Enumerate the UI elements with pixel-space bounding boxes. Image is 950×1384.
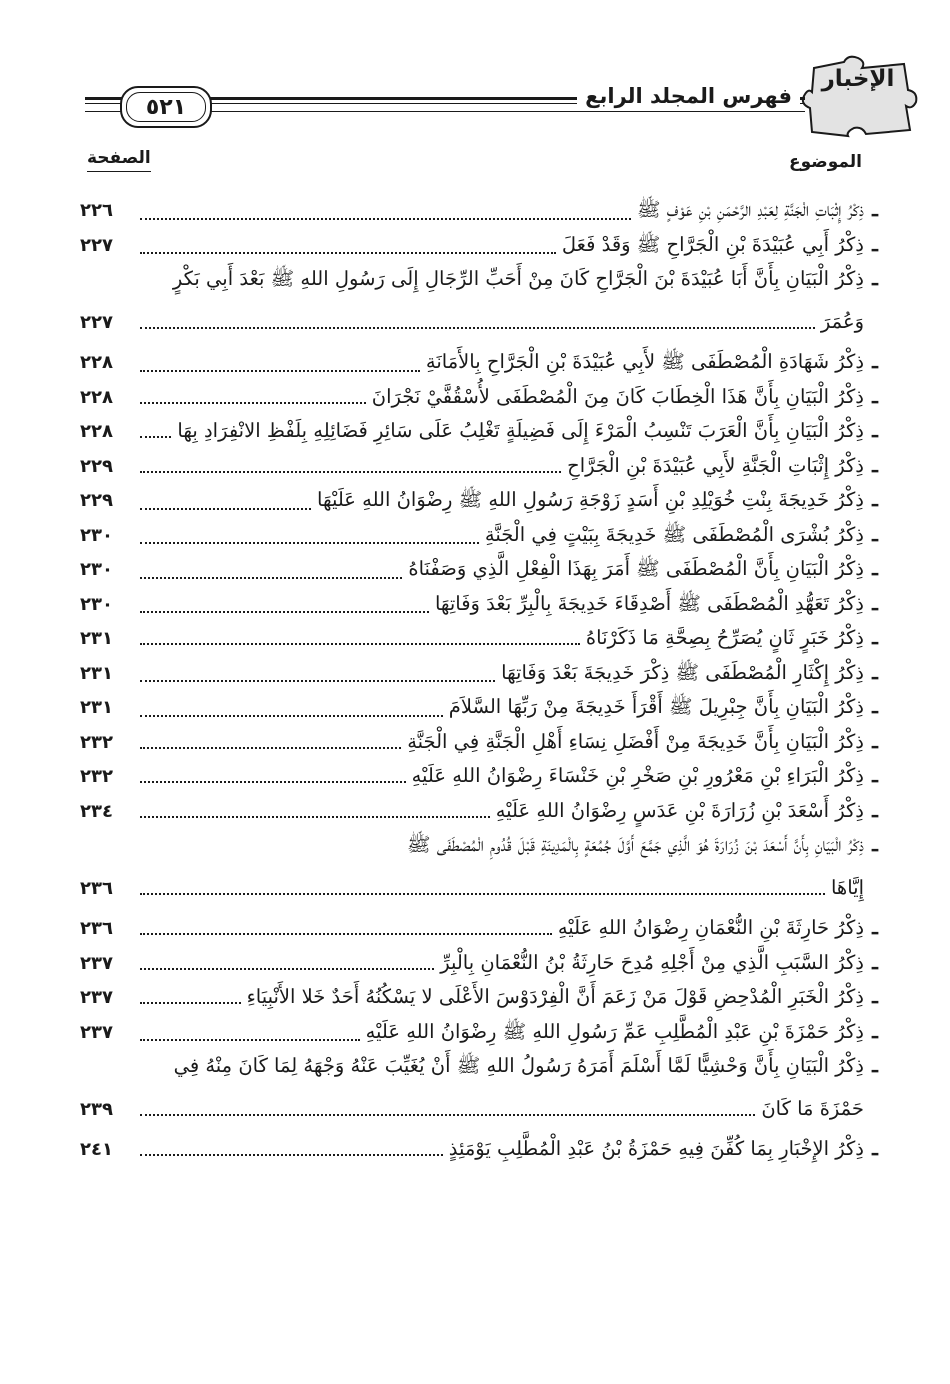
entry-bullet: ـ xyxy=(872,488,878,511)
entry-line xyxy=(80,833,886,861)
index-entry xyxy=(80,831,886,914)
entry-title: ذِكْرُ بُشْرَى الْمُصْطَفَى ﷺ خَدِيجَةَ بِبَيْتٍ فِي الْجَنَّةِ xyxy=(484,522,864,546)
entry-page-number: ٢٣٦ xyxy=(80,878,113,899)
index-entry xyxy=(80,1052,886,1135)
entry-line xyxy=(80,1054,886,1082)
entry-bullet: ـ xyxy=(872,833,878,856)
dot-leader xyxy=(140,251,556,254)
entry-page-number: ٢٣٠ xyxy=(80,524,113,546)
entry-bullet: ـ xyxy=(872,232,878,256)
entry-title: ذِكْرُ تَعَهُّدِ الْمُصْطَفَى ﷺ أَصْدِقَاءَ خَدِيجَةَ بِالْبِرِّ بَعْدَ وَفَاتِهَا xyxy=(434,591,864,615)
entry-title: ذِكْرُ أَبِي عُبَيْدَةَ بْنِ الْجَرَّاحِ ﷺ وَقَدْ فَعَلَ xyxy=(561,232,864,256)
entry-page-number: ٢٢٧ xyxy=(80,234,113,256)
entry-title: ذِكْرُ الْبَيَانِ بِأَنَّ جِبْرِيلَ ﷺ أَقْرَأَ خَدِيجَةَ مِنْ رَبِّهَا السَّلاَمَ xyxy=(448,695,864,718)
index-entry xyxy=(80,693,886,728)
entry-page-number: ٢٢٩ xyxy=(80,455,113,477)
entry-line xyxy=(80,985,886,1008)
index-entry xyxy=(80,797,886,832)
entry-title: ذِكْرُ الْبَيَانِ بِأَنَّ الْمُصْطَفَى ﷺ أَمَرَ بِهَذَا الْفِعْلِ الَّذِي وَصَفْنَاهُ xyxy=(408,557,864,580)
index-entry xyxy=(80,417,886,452)
entry-page-number: ٢٣٢ xyxy=(80,766,113,787)
index-entry xyxy=(80,348,886,383)
dot-leader xyxy=(140,892,825,895)
dot-leader xyxy=(140,610,429,613)
index-entry xyxy=(80,590,886,625)
book-label: الإخبار xyxy=(821,66,895,92)
entry-bullet: ـ xyxy=(872,453,878,477)
dot-leader xyxy=(140,1038,360,1041)
entry-page-number: ٢٢٦ xyxy=(80,200,113,221)
index-entry xyxy=(80,728,886,763)
entry-bullet: ـ xyxy=(872,1137,878,1160)
index-entry xyxy=(80,486,886,521)
entry-title: ذِكْرُ حَارِثَةَ بْنِ النُّعْمَانِ رِضْوَانُ اللهِ عَلَيْهِ xyxy=(557,916,864,939)
entry-title: ذِكْرُ الْبَيَانِ بِأَنَّ وَحْشِيًّا لَمَّا أَسْلَمَ أَمَرَهُ رَسُولُ اللهِ ﷺ أَنْ يُغَيِّبَ عَنْهُ وَجْهَهُ لِمَا كَانَ مِنْهُ فِي xyxy=(173,1054,864,1077)
dot-leader xyxy=(140,642,580,645)
entry-title: ذِكْرُ حَمْزَةَ بْنِ عَبْدِ الْمُطَّلِبِ عَمِّ رَسُولِ اللهِ ﷺ رِضْوَانُ اللهِ عَلَيْهِ xyxy=(365,1019,864,1043)
entry-page-number: ٢٣٠ xyxy=(80,559,113,580)
entry-title: ذِكْرُ السَّبَبِ الَّذِي مِنْ أَجْلِهِ مُدِحَ حَارِثَةُ بْنُ النُّعْمَانِ بِالْبِرِّ xyxy=(440,950,864,974)
entry-page-number: ٢٢٧ xyxy=(80,312,113,333)
entry-line xyxy=(80,626,886,649)
entry-page-number: ٢٣٦ xyxy=(80,918,113,939)
entry-title-continued: حَمْزَةَ مَا كَانَ xyxy=(761,1097,864,1120)
dot-leader xyxy=(140,470,561,473)
entry-line xyxy=(80,799,886,822)
index-entry xyxy=(80,1135,886,1170)
dot-leader xyxy=(140,967,434,970)
entry-page-number: ٢٢٩ xyxy=(80,490,113,511)
page-header xyxy=(0,0,950,140)
entry-title: ذِكْرُ الْبَرَاءِ بْنِ مَعْرُورِ بْنِ صَخْرِ بْنِ خَنْسَاءَ رِضْوَانُ اللهِ عَلَيْهِ xyxy=(411,764,864,787)
dot-leader xyxy=(140,1001,241,1004)
entry-bullet: ـ xyxy=(872,557,878,580)
page-number: ٥٢١ xyxy=(126,92,206,122)
entry-bullet: ـ xyxy=(872,626,878,649)
entry-bullet: ـ xyxy=(872,695,878,718)
entry-bullet: ـ xyxy=(872,950,878,974)
index-entry xyxy=(80,555,886,590)
dot-leader xyxy=(140,541,479,544)
entry-line xyxy=(80,385,886,408)
entry-line xyxy=(80,695,886,723)
entry-page-number: ٢٣٢ xyxy=(80,731,113,753)
entry-bullet: ـ xyxy=(872,916,878,939)
dot-leader xyxy=(140,714,443,717)
entry-page-number: ٢٣١ xyxy=(80,628,113,649)
dot-leader xyxy=(140,401,366,404)
entry-title-continued: إِيَّاهَا xyxy=(830,876,864,899)
entry-title: ذِكْرُ إِثْبَاتِ الْجَنَّةِ لأَبِي عُبَيْدَةَ بْنِ الْجَرَّاحِ xyxy=(567,453,864,477)
page-number-badge xyxy=(120,86,212,128)
entry-line xyxy=(80,1020,886,1048)
index-entry xyxy=(80,265,886,348)
dot-leader xyxy=(140,932,552,935)
index-entry xyxy=(80,196,886,231)
entry-line xyxy=(80,198,886,226)
entry-title: ذِكْرُ الْخَبَرِ الْمُدْحِضِ قَوْلَ مَنْ زَعَمَ أَنَّ الْفِرْدَوْسَ الأَعْلَى لا يَسْكُنُهُ أَحَدٌ خَلا الأَنْبِيَاءِ xyxy=(246,985,864,1008)
entry-line xyxy=(80,592,886,620)
entry-line xyxy=(80,764,886,787)
dot-leader xyxy=(140,576,402,579)
entry-bullet: ـ xyxy=(872,660,878,684)
dot-leader xyxy=(140,815,490,818)
dot-leader xyxy=(140,1153,443,1156)
entry-title: ذِكْرُ شَهَادَةِ الْمُصْطَفَى ﷺ لأَبِي عُبَيْدَةَ بْنِ الْجَرَّاحِ بِالأَمَانَةِ xyxy=(425,350,864,373)
entry-line xyxy=(80,523,886,551)
entry-title: ذِكْرُ أَسْعَدَ بْنِ زُرَارَةَ بْنِ عَدَسٍ رِضْوَانُ اللهِ عَلَيْهِ xyxy=(495,798,864,822)
entry-title: ذِكْرُ الإِخْبَارِ بِمَا كُفِّنَ فِيهِ حَمْزَةُ بْنُ عَبْدِ الْمُطَّلِبِ يَوْمَئِذٍ xyxy=(448,1137,864,1160)
index-entry xyxy=(80,624,886,659)
dot-leader xyxy=(140,326,815,329)
entry-line xyxy=(80,730,886,753)
entry-title: ذِكْرُ إِكْثَارِ الْمُصْطَفَى ﷺ ذِكْرَ خَدِيجَةَ بَعْدَ وَفَاتِهَا xyxy=(501,660,864,684)
index-entry xyxy=(80,231,886,266)
entry-line xyxy=(80,1137,886,1160)
entry-bullet: ـ xyxy=(872,764,878,787)
entry-line xyxy=(80,419,886,442)
entry-line xyxy=(80,661,886,689)
entry-page-number: ٢٣٧ xyxy=(80,1021,113,1043)
index-entry xyxy=(80,1018,886,1053)
entry-line xyxy=(80,951,886,974)
index-entry xyxy=(80,383,886,418)
entry-page-number: ٢٤١ xyxy=(80,1139,113,1160)
entry-line xyxy=(80,233,886,261)
index-entry xyxy=(80,659,886,694)
entry-line xyxy=(80,454,886,477)
dot-leader xyxy=(140,369,420,372)
index-entry xyxy=(80,452,886,487)
entry-title: ذِكْرُ إِثْبَاتِ الْجَنَّةِ لِعَبْدِ الرَّحْمَنِ بْنِ عَوْفٍ ﷺ xyxy=(637,198,864,221)
entry-bullet: ـ xyxy=(872,1019,878,1043)
dot-leader xyxy=(140,679,495,682)
entry-title: ذِكْرُ الْبَيَانِ بِأَنَّ خَدِيجَةَ مِنْ أَفْضَلِ نِسَاءِ أَهْلِ الْجَنَّةِ فِي الْجَنَّةِ xyxy=(407,729,864,753)
entry-title: ذِكْرُ الْبَيَانِ بِأَنَّ الْعَرَبَ تَنْسِبُ الْمَرْءَ إِلَى فَضِيلَةٍ تَغْلِبُ عَلَى سَائِرِ فَضَائِلِهِ بِلَفْظِ الانْفِرَادِ بِهَا xyxy=(177,419,864,442)
entry-bullet: ـ xyxy=(872,350,878,373)
entry-page-number: ٢٣٤ xyxy=(80,800,113,822)
entry-line xyxy=(80,916,886,939)
entry-page-number: ٢٢٨ xyxy=(80,352,113,373)
entry-page-number: ٢٣٩ xyxy=(80,1099,113,1120)
entry-title: ذِكْرُ الْبَيَانِ بِأَنَّ أَسْعَدَ بْنَ زُرَارَةَ هُوَ الَّذِي جَمَّعَ أَوَّلَ جُمُعَةٍ بِالْمَدِينَةِ قَبْلَ قُدُومِ الْمُصْطَفَى ﷺ xyxy=(407,833,864,856)
entry-title: ذِكْرُ خَبَرٍ ثَانٍ يُصَرِّحُ بِصِحَّةِ مَا ذَكَرْنَاهُ xyxy=(585,626,864,649)
entry-title: ذِكْرُ الْبَيَانِ بِأَنَّ هَذَا الْخِطَابَ كَانَ مِنَ الْمُصْطَفَى لأُسْقُفَّيْ نَجْرَانَ xyxy=(371,384,864,408)
entry-bullet: ـ xyxy=(872,591,878,615)
entry-bullet: ـ xyxy=(872,522,878,546)
entry-bullet: ـ xyxy=(872,267,878,290)
entry-title-continued: وَعُمَرَ xyxy=(820,310,864,333)
page-column-heading: الصفحة xyxy=(87,148,151,168)
dot-leader xyxy=(140,1113,755,1116)
index-entry xyxy=(80,762,886,797)
entry-page-number: ٢٣١ xyxy=(80,697,113,718)
index-entry xyxy=(80,521,886,556)
entry-line xyxy=(80,488,886,516)
header-title: فهرس المجلد الرابع xyxy=(577,84,800,108)
entry-page-number: ٢٣١ xyxy=(80,662,113,684)
index-entry xyxy=(80,949,886,984)
entry-line xyxy=(80,557,886,585)
entry-bullet: ـ xyxy=(872,729,878,753)
index-entries-list xyxy=(80,196,886,1170)
entry-title: ذِكْرُ الْبَيَانِ بِأَنَّ أَبَا عُبَيْدَةَ بْنَ الْجَرَّاحِ كَانَ مِنْ أَحَبِّ الرِّجَالِ إِلَى رَسُولِ اللهِ ﷺ بَعْدَ أَبِي بَكْرٍ xyxy=(172,267,864,290)
entry-bullet: ـ xyxy=(872,985,878,1008)
dot-leader xyxy=(140,435,171,438)
entry-page-number: ٢٢٨ xyxy=(80,421,113,442)
entry-line xyxy=(80,350,886,378)
entry-bullet: ـ xyxy=(872,1054,878,1077)
dot-leader xyxy=(140,746,401,749)
entry-bullet: ـ xyxy=(872,798,878,822)
dot-leader xyxy=(140,217,631,220)
entry-line-continued xyxy=(80,876,864,899)
topic-column-heading: الموضوع xyxy=(789,152,862,172)
entry-bullet: ـ xyxy=(872,198,878,221)
entry-line-continued xyxy=(80,310,864,333)
entry-page-number: ٢٣٧ xyxy=(80,952,113,974)
dot-leader xyxy=(140,780,406,783)
index-entry xyxy=(80,914,886,949)
entry-bullet: ـ xyxy=(872,419,878,442)
index-entry xyxy=(80,983,886,1018)
entry-line-continued xyxy=(80,1097,864,1120)
entry-page-number: ٢٢٨ xyxy=(80,386,113,408)
entry-page-number: ٢٣٠ xyxy=(80,593,113,615)
dot-leader xyxy=(140,507,311,510)
entry-title: ذِكْرُ خَدِيجَةَ بِنْتِ خُوَيْلِدِ بْنِ أَسَدٍ زَوْجَةِ رَسُولِ اللهِ ﷺ رِضْوَانُ اللهِ عَلَيْهَا xyxy=(317,488,864,511)
entry-line xyxy=(80,267,886,295)
entry-page-number: ٢٣٧ xyxy=(80,987,113,1008)
entry-bullet: ـ xyxy=(872,384,878,408)
